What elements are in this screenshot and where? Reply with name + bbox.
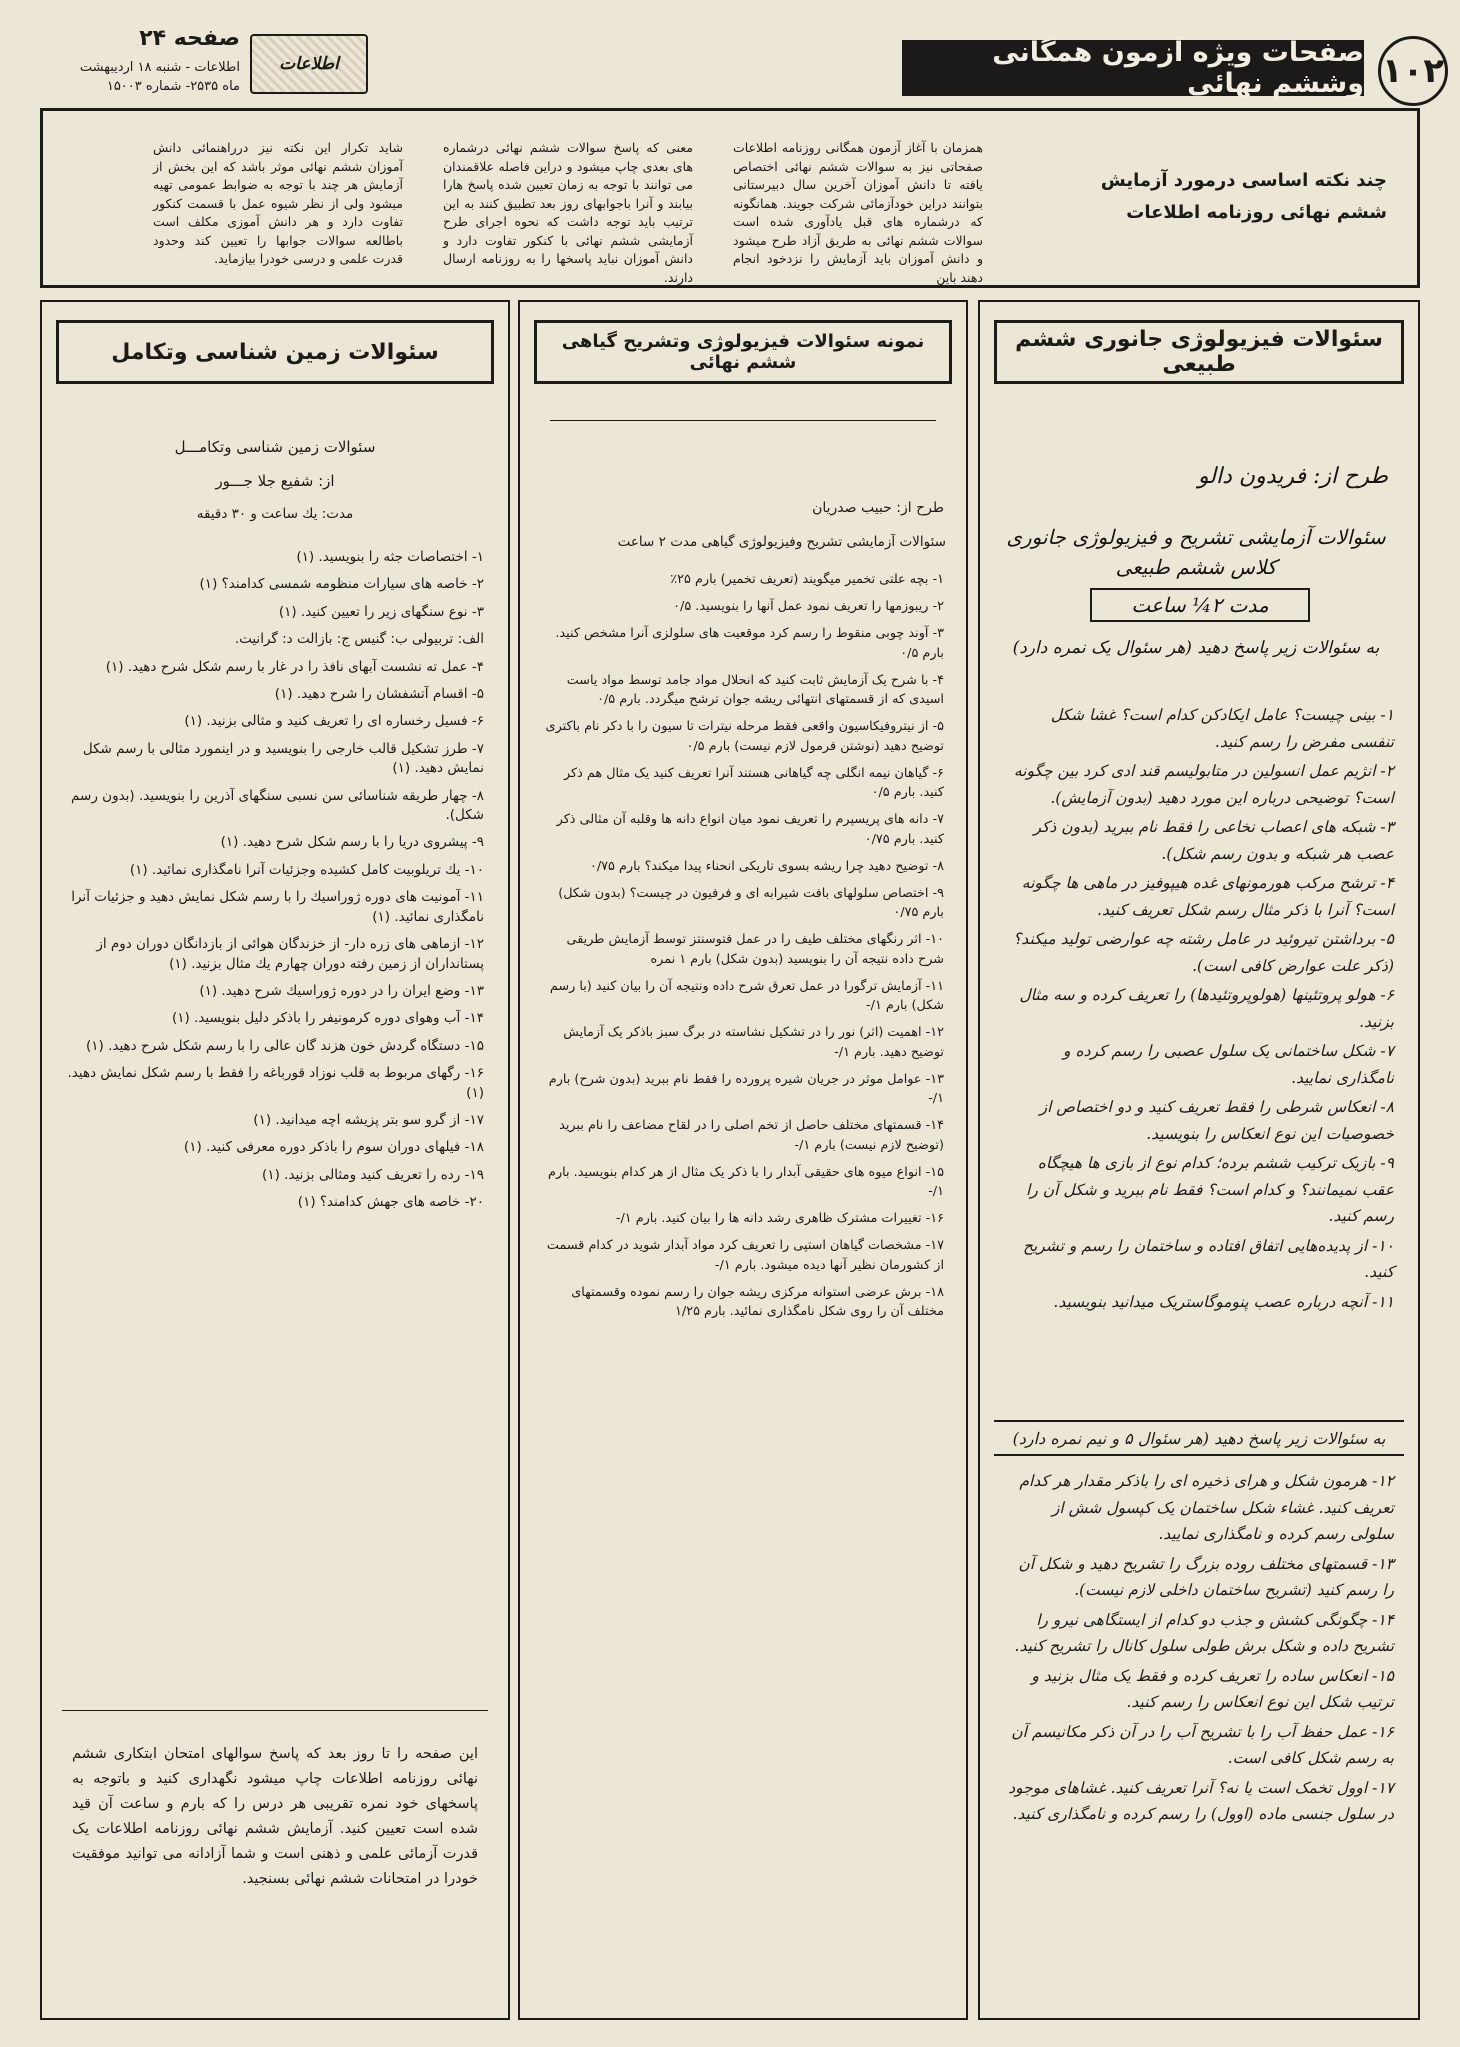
question-item: ۹- اختصاص سلولهای بافت شیرابه ای و فرفیون در چیست؟ (بدون شکل) بارم ۰/۷۵ — [558, 885, 944, 920]
question-item: ۱۶- رگهای مربوط به قلب نوزاد قورباغه را فقط با رسم شکل نمایش دهید. (۱) — [67, 1065, 484, 1101]
animal-physiology-column — [978, 300, 1420, 2020]
question-item: ۲- انژیم عمل انسولین در متابولیسم قند ادی کرد بین چگونه است؟ توضیحی درباره این مورد دهید (بدون آزمایش). — [1013, 762, 1394, 807]
designer-credit: طرح از: فریدون دالو — [1197, 464, 1388, 489]
question-item: ۸- چهار طریقه شناسائی سن نسبی سنگهای آذرین را بنویسید. (بدون رسم شکل). — [71, 787, 484, 824]
question-item: ۱۳- عوامل موثر در جریان شیره پرورده را فقط نام ببرید (بدون شرح) بارم ۱/- — [548, 1071, 944, 1106]
question-item: ۲- خاصه های سیارات منظومه شمسی کدامند؟ (۱) — [199, 576, 484, 593]
issue-line: ماه ۲۵۳۵- شماره ۱۵۰۰۳ — [106, 79, 240, 94]
question-item: ۱۱- آزمایش ترگورا در عمل تعرق شرح داده ونتیجه آن را بیان کنید (با رسم شکل) بارم ۱/- — [549, 978, 944, 1013]
question-item: ۱۷- اوول تخمک است یا نه؟ آنرا تعریف کنید. غشاهای موجود در سلول جنسی ماده (اوول) را رسم کرده و نامگذاری کنید. — [1008, 1778, 1394, 1823]
question-item: ۱۴- قسمتهای مختلف حاصل از تخم اصلی را در لقاح مضاعف را نام ببرید (توضیح لازم نیست) بارم ۱/- — [559, 1118, 944, 1153]
question-list — [998, 1468, 1400, 1831]
question-item: ۱۸- فیلهای دوران سوم را باذکر دوره معرفی کنید. (۱) — [183, 1139, 484, 1156]
question-item: ۱۹- رده را تعریف کنید ومثالی بزنید. (۱) — [262, 1166, 484, 1183]
question-item: ۱۵- دستگاه گردش خون هزند گان عالی را با رسم شکل شرح دهید. (۱) — [85, 1037, 484, 1054]
exam-instructions: به سئوالات زیر پاسخ دهید (هر سئوال یک نمره دارد) — [1012, 638, 1380, 658]
question-item: ۱۵- انواع میوه های حقیقی آبدار را با ذکر یک مثال از هر کدام بنویسید. بارم ۱/- — [548, 1164, 944, 1199]
question-item: ۷- شکل ساختمانی یک سلول عصبی را رسم کرده و نامگذاری نمایید. — [1063, 1042, 1394, 1087]
question-item: ۴- عمل ته نشست آبهای نافذ را در غار با رسم شکل شرح دهید. (۱) — [105, 658, 484, 675]
question-item: ۱۳- وضع ایران را در دوره ژوراسیك شرح دهید. (۱) — [199, 982, 484, 999]
plant-physiology-column — [518, 300, 968, 2020]
issue-line: اطلاعات - شنبه ۱۸ اردیبهشت — [79, 60, 240, 75]
exam-duration: مدت ۲¼ ساعت — [1090, 588, 1310, 622]
question-item: ۵- از نیتروفیکاسیون واقعی فقط مرحله نیترات تا سیون را با دکر نام باکتری توضیح دهید (نوشتن فرمول لازم نیست) بارم ۰/۵ — [545, 719, 944, 754]
exam-subtitle: سئوالات آزمایشی تشریح وفیزیولوژی گیاهی مدت ۲ ساعت — [617, 534, 946, 550]
question-item: ۲- ریبوزمها را تعریف نمود عمل آنها را بنویسید. ۰/۵ — [673, 599, 944, 614]
question-item: ۲۰- خاصه های جهش کدامند؟ (۱) — [297, 1194, 484, 1211]
question-item: ۱۷- از گرو سو بتر پزیشه اچه میدانید. (۱) — [253, 1111, 484, 1128]
question-item: ۱۶- عمل حفظ آب را با تشریح آب را در آن ذکر مکانیسم آن به رسم شکل کافی است. — [1011, 1722, 1394, 1767]
question-item: الف: تربیولی ب: گنیس ج: بازالت د: گرانیت. — [234, 631, 484, 648]
column-title: نمونه سئوالات فیزیولوژی وتشریح گیاهی ششم نهائی — [534, 320, 952, 384]
exam-subtitle: سئوالات زمین شناسی وتکامـــل — [174, 438, 376, 456]
intro-paragraph: معنی که پاسخ سوالات ششم نهائی درشماره های بعدی چاپ میشود و دراین فاصله علاقمندان می توانند با توجه به زمان تعیین شده پاسخ هارا بیابند و آنرا باجوابهای روز بعد تطبیق کنند به این ترتیب باید توجه داشت که نحوه اجرای طرح آزمایشی ششم نهائی با کنکور تفاوت دارد و دانش آموزان نباید پاسخها را به روزنامه ارسال دارند. — [443, 140, 693, 285]
question-item: ۱۸- برش عرضی استوانه مرکزی ریشه جوان را رسم نموده وقسمتهای مختلف آن را روی شکل نامگذاری نمائید. بارم ۱/۲۵ — [571, 1284, 944, 1319]
exam-duration: مدت: یك ساعت و ۳۰ دقیقه — [196, 506, 354, 522]
intro-paragraph: همزمان با آغاز آزمون همگانی روزنامه اطلاعات صفحاتی نیز به سوالات ششم نهائی اختصاص یافته تا دانش آموزان آخرین سال دبیرستانی بتوانند دراین خودآزمائی شرکت جویند. همانگونه که درشماره های قبل یادآوری شده است سوالات ششم نهائی به طریق آزاد طرح میشود و دانش آموزان باید آزمایش را نزدخود انجام دهند باین — [733, 140, 983, 285]
exam-subtitle: سئوالات آزمایشی تشریح و فیزیولوژی جانوری کلاس ششم طبیعی — [1006, 525, 1386, 579]
question-item: ۸- توضیح دهید چرا ریشه بسوی تاریکی انحناء پیدا میکند؟ بارم ۰/۷۵ — [589, 858, 944, 874]
question-item: ۵- اقسام آتشفشان را شرح دهید. (۱) — [274, 686, 484, 703]
question-item: ۱- بچه علتی تخمیر میگویند (تعریف تخمیر) بارم ۲۵٪ — [670, 572, 944, 587]
reader-note: این صفحه را تا روز بعد که پاسخ سوالهای امتحان ابتکاری ششم نهائی روزنامه اطلاعات چاپ میشود نگهداری کنید و باتوجه به پاسخهای خود نمره تقریبی هر درس را که بارم و ساعت آن قید شده است تعیین کنید. آزمایش ششم نهائی روزنامه اطلاعات یک قدرت آزمائی علمی و ذهنی است و شما آزادانه می توانید موفقیت خودرا در امتحانات ششم نهائی بسنجید. — [72, 1746, 478, 1887]
question-item: ۹- پیشروی دریا را با رسم شکل شرح دهید. (۱) — [220, 834, 484, 851]
question-item: ۶- هولو پروتئینها (هولوپروتئیدها) را تعریف کرده و سه مثال بزنید. — [1019, 986, 1394, 1031]
question-item: ۴- ترشح مرکب هورمونهای غده هیپوفیز در ماهی ها چگونه است؟ آنرا با ذکر مثال رسم شکل تعریف کنید. — [1021, 874, 1394, 919]
newspaper-logo: اطلاعات — [250, 34, 368, 94]
author-credit: از: شفیع جلا جـــور — [215, 472, 335, 490]
question-item: ۶- گیاهان نیمه انگلی چه گیاهانی هستند آنرا تعریف کنید یک مثال هم ذکر کنید. بارم ۰/۵ — [563, 765, 944, 800]
divider — [550, 420, 936, 421]
intro-box — [40, 108, 1420, 288]
question-item: ۵- برداشتن تیروئید در عامل رشته چه عوارضی تولید میکند؟ (ذکر علت عوارض کافی است). — [1013, 930, 1394, 975]
question-item: ۳- نوع سنگهای زیر را تعیین کنید. (۱) — [278, 603, 484, 620]
question-item: ۱۰- از پدیده‌هایی اتفاق افتاده و ساختمان را رسم و تشریح کنید. — [1022, 1236, 1394, 1281]
question-item: ۸- انعکاس شرطی را فقط تعریف کنید و دو اختصاص از خصوصیات این نوع انعکاس را بنویسید. — [1039, 1098, 1394, 1143]
question-item: ۶- فسیل رخساره ای را تعریف کنید و مثالی بزنید. (۱) — [184, 713, 484, 730]
question-item: ۱۷- مشخصات گیاهان استپی را تعریف کرد مواد آبدار شوید در کدام قسمت از کشورمان نظیر آنها دیده میشود. بارم ۱/- — [546, 1238, 944, 1273]
question-item: ۱۱- آمونیت های دوره ژوراسیك را با رسم شکل نمایش دهید و جزئیات آنرا نامگذاری نمائید. (۱) — [71, 889, 484, 925]
exam-instructions-2: به سئوالات زیر پاسخ دهید (هر سئوال ۵ و نیم نمره دارد) — [994, 1420, 1404, 1456]
question-item: ۹- بازیک ترکیب ششم برده؛ کدام نوع از بازی ها هیچگاه عقب نمیمانند؟ و کدام است؟ فقط نام ببرید و شکل آن را رسم کنید. — [1026, 1154, 1394, 1225]
divider — [62, 1710, 488, 1711]
page-number: ۱۰۲ — [1378, 36, 1448, 106]
question-item: ۳- شبکه های اعصاب نخاعی را فقط نام ببرید (بدون ذکر عصب هر شبکه و بدون رسم شکل). — [1033, 818, 1394, 863]
question-item: ۱۴- آب وهوای دوره کرمونیفر را باذکر دلیل بنویسید. (۱) — [171, 1010, 484, 1027]
question-item: ۱۶- تغییرات مشترک ظاهری رشد دانه ها را بیان کنید. بارم ۱/- — [615, 1211, 944, 1226]
question-list — [60, 548, 490, 1221]
section-banner: صفحات ویژه آزمون همگانی وششم نهائی — [902, 40, 1364, 96]
question-item: ۱۰- اثر رنگهای مختلف طیف را در عمل فتوسنتز توسط آزمایش طریقی شرح داده نتیجه آن را بنویسید (بدون شکل) بارم ۱ نمره — [566, 932, 944, 967]
question-item: ۱۰- یك تریلوبیت کامل کشیده وجزئیات آنرا نامگذاری نمائید. (۱) — [129, 861, 484, 878]
column-title: سئوالات فیزیولوژی جانوری ششم طبیعی — [994, 320, 1404, 384]
question-item: ۱۳- قسمتهای مختلف روده بزرگ را تشریح دهید و شکل آن را رسم کنید (تشریح ساختمان داخلی لازم نیست). — [1018, 1554, 1394, 1599]
designer-credit: طرح از: حبیب صدریان — [812, 500, 944, 516]
question-item: ۱۲- ازماهی های زره دار- از خزندگان هوائی از بازدانگان دوران دوم از پستانداران از زمین رفته دوران چهارم یك مثال بزنید. (۱) — [96, 936, 484, 972]
question-item: ۱۲- اهمیت (اثر) نور را در تشکیل نشاسته در برگ سبز باذکر یک آزمایش توضیح دهید. بارم ۱/- — [563, 1025, 944, 1060]
question-list — [534, 570, 950, 1329]
question-item: ۴- با شرح یک آزمایش ثابت کنید که انحلال مواد جامد توسط مواد یاست اسیدی که از قسمتهای انتهائی ریشه جوان ترشح میگردد. بارم ۰/۵ — [566, 672, 944, 707]
page-label: صفحه ۲۴ — [139, 26, 240, 51]
question-item: ۱۴- چگونگی کشش و جذب دو کدام از ایستگاهی نیرو را تشریح داده و شکل برش طولی سلول کانال را تشریح کنید. — [1014, 1610, 1394, 1655]
question-item: ۱۵- انعکاس ساده را تعریف کرده و فقط یک مثال بزنید و ترتیب شکل این نوع انعکاس را رسم کنید. — [1031, 1666, 1394, 1711]
question-item: ۷- طرز تشکیل قالب خارجی را بنویسید و در اینمورد مثالی با رسم شکل نمایش دهید. (۱) — [82, 740, 484, 777]
question-item: ۳- آوند چوبی منقوط را رسم کرد موقعیت های سلولزی آنرا مشخص کنید. بارم ۰/۵ — [555, 626, 944, 661]
column-title: سئوالات زمین شناسی وتکامل — [56, 320, 494, 384]
question-item: ۱۱- آنچه درباره عصب پنوموگاستریک میدانید بنویسید. — [1053, 1292, 1394, 1311]
geology-column — [40, 300, 510, 2020]
intro-heading: چند نکته اساسی درمورد آزمایش ششم نهائی روزنامه اطلاعات — [1100, 170, 1387, 223]
question-list — [998, 702, 1400, 1318]
intro-paragraph: شاید تکرار این نکته نیز درراهنمائی دانش آموزان ششم نهائی موثر باشد که این بخش از آزمایش هر چند با توجه به ضوابط عمومی تهیه میشود ولی از نظر شیوه عمل با قسمت کنکور تفاوت دارد و هر دانش آموزی مکلف است باطالعه سوالات جوابها را تعیین کند وحدود قدرت علمی و درسی خودرا بیازماید. — [153, 140, 403, 266]
issue-info — [40, 58, 240, 96]
question-item: ۱- اختصاصات جثه را بنویسید. (۱) — [296, 549, 484, 565]
question-item: ۷- دانه های پریسپرم را تعریف نمود میان انواع دانه ها وقلبه آن مثالی ذکر کنید. بارم ۰/۷۵ — [556, 812, 944, 847]
question-item: ۱- بینی چیست؟ عامل ایکادکن کدام است؟ غشا شکل تنفسی مفرض را رسم کنید. — [1050, 706, 1394, 751]
question-item: ۱۲- هرمون شکل و هرای ذخیره ای را باذکر مقدار هر کدام تعریف کنید. غشاء شکل ساختمان یک کپسول شش از سلولی رسم کرده و نامگذاری نمایید. — [1019, 1472, 1394, 1543]
